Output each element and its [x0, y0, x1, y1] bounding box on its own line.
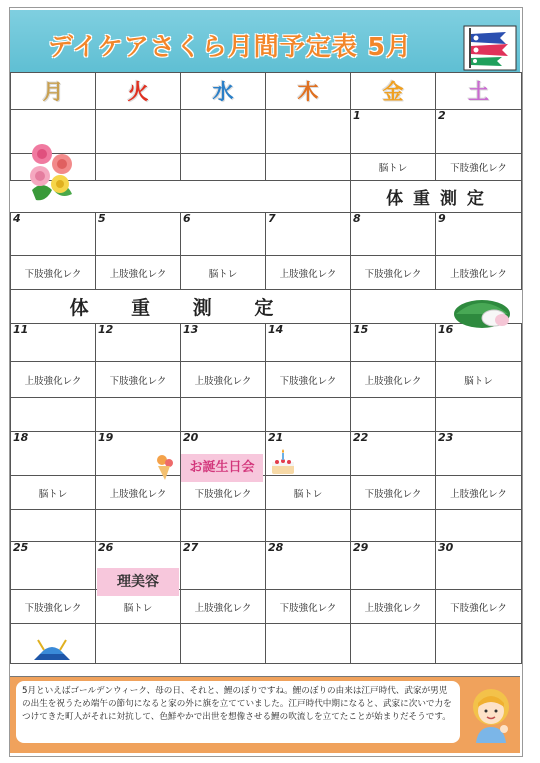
activity-label: 下肢強化レク — [351, 476, 436, 510]
day-number: 18 — [13, 431, 29, 444]
day-number: 4 — [13, 212, 21, 225]
day-number: 26 — [98, 541, 114, 554]
activity-label: 脳トレ — [351, 154, 436, 181]
activity-label: 上肢強化レク — [96, 476, 181, 510]
activity-label: 下肢強化レク — [181, 476, 266, 510]
activity-label: 下肢強化レク — [436, 154, 522, 181]
notice-panel — [10, 676, 520, 753]
activity-label: 上肢強化レク — [181, 362, 266, 398]
day-number: 6 — [183, 212, 191, 225]
week-4-activity-row — [11, 476, 522, 510]
week-1-activity-row — [11, 154, 522, 181]
week-3-activity-row — [11, 362, 522, 398]
activity-label: 脳トレ — [436, 362, 522, 398]
activity-label: 下肢強化レク — [266, 362, 351, 398]
activity-label: 下肢強化レク — [11, 256, 96, 290]
activity-label: 上肢強化レク — [436, 476, 522, 510]
day-number: 15 — [353, 323, 369, 336]
activity-label: 上肢強化レク — [181, 590, 266, 624]
day-number: 29 — [353, 541, 369, 554]
week-4-spacer-row — [11, 510, 522, 542]
week-5-top-row — [11, 542, 522, 590]
week-4-top-row — [11, 432, 522, 476]
week-5-spacer-row — [11, 624, 522, 664]
weekday-tue: 火 — [96, 73, 181, 110]
day-number: 21 — [268, 431, 284, 444]
day-number: 7 — [268, 212, 276, 225]
weekday-sat: 土 — [436, 73, 522, 110]
weekday-thu: 木 — [266, 73, 351, 110]
header-banner — [10, 10, 520, 73]
week-3-spacer-row — [11, 398, 522, 432]
page-title: デイケアさくら月間予定表 5月 — [48, 32, 412, 61]
kashiwa-mochi-icon — [452, 296, 512, 330]
week-2-band-row — [11, 290, 522, 324]
week-2-top-row — [11, 213, 522, 256]
day-cell — [96, 110, 181, 154]
rose-bouquet-icon — [22, 140, 80, 206]
week-1-band-row — [11, 181, 522, 213]
day-number: 20 — [183, 431, 199, 444]
flower-bouquet-icon — [152, 452, 178, 482]
kabuto-helmet-icon — [30, 638, 74, 664]
activity-label: 上肢強化レク — [351, 362, 436, 398]
activity-label: 下肢強化レク — [351, 256, 436, 290]
week-5-activity-row — [11, 590, 522, 624]
day-number: 5 — [98, 212, 106, 225]
weekday-fri: 金 — [351, 73, 436, 110]
activity-label: 下肢強化レク — [266, 590, 351, 624]
weight-measurement-label: 体 重 測 定 — [351, 181, 522, 213]
girl-character-icon — [466, 683, 516, 743]
activity-label: 上肢強化レク — [11, 362, 96, 398]
activity-label: 脳トレ — [266, 476, 351, 510]
day-number: 19 — [98, 431, 114, 444]
birthday-cake-icon — [268, 448, 298, 478]
activity-label: 下肢強化レク — [96, 362, 181, 398]
weight-measurement-label: 体 重 測 定 — [11, 290, 351, 324]
activity-label: 脳トレ — [96, 590, 181, 624]
day-cell — [266, 110, 351, 154]
day-number: 25 — [13, 541, 29, 554]
day-cell — [351, 110, 436, 154]
birthday-event-label: お誕生日会 — [181, 454, 263, 482]
day-number: 1 — [353, 109, 361, 122]
day-number: 12 — [98, 323, 114, 336]
activity-label: 上肢強化レク — [351, 590, 436, 624]
day-number: 22 — [353, 431, 369, 444]
notice-text: 5月といえばゴールデンウィーク、母の日、それと、鯉のぼりですね。鯉のぼりの由来は江戸時代、武家が男児の出生を祝うため端午の節句になると家の外に旗を立てていました。江戸時代中期になると、武家に次いで力をつけてきた町人がそれに対抗して、色鮮やかで出世を想像させる鯉の吹流しを立てたことが始まりだそうです。 — [16, 681, 460, 743]
day-number: 30 — [438, 541, 454, 554]
activity-label: 脳トレ — [181, 256, 266, 290]
day-number: 27 — [183, 541, 199, 554]
activity-label: 下肢強化レク — [436, 590, 522, 624]
day-number: 14 — [268, 323, 284, 336]
activity-label: 上肢強化レク — [436, 256, 522, 290]
day-number: 23 — [438, 431, 454, 444]
activity-label: 上肢強化レク — [266, 256, 351, 290]
week-1-top-row — [11, 110, 522, 154]
day-number: 28 — [268, 541, 284, 554]
day-number: 8 — [353, 212, 361, 225]
activity-label: 上肢強化レク — [96, 256, 181, 290]
day-cell — [436, 110, 522, 154]
barber-event-label: 理美容 — [97, 568, 179, 596]
day-number: 9 — [438, 212, 446, 225]
day-number: 2 — [438, 109, 446, 122]
weekday-header-row — [11, 73, 522, 110]
activity-label: 下肢強化レク — [11, 590, 96, 624]
day-number: 13 — [183, 323, 199, 336]
week-3-top-row — [11, 324, 522, 362]
koinobori-icon — [462, 24, 518, 72]
week-2-activity-row — [11, 256, 522, 290]
day-number: 16 — [438, 323, 454, 336]
weekday-wed: 水 — [181, 73, 266, 110]
day-cell — [181, 110, 266, 154]
calendar-table — [10, 72, 522, 664]
activity-label: 脳トレ — [11, 476, 96, 510]
weekday-mon: 月 — [11, 73, 96, 110]
day-number: 11 — [13, 323, 29, 336]
